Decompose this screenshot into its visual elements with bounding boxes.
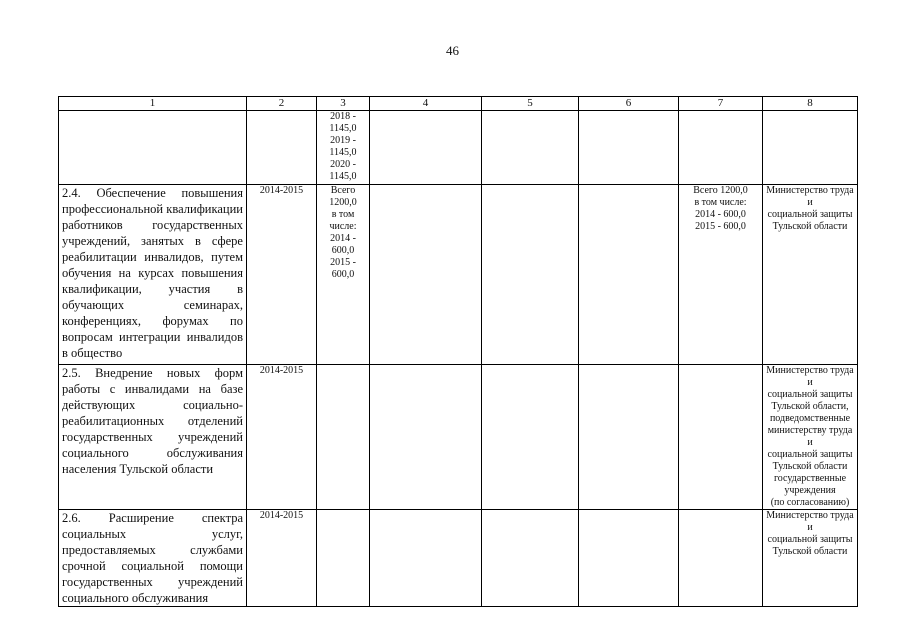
funding-line: 2014 - — [330, 233, 356, 244]
table-cell — [679, 510, 763, 607]
table-cell — [317, 365, 370, 510]
table-cell — [370, 111, 482, 185]
responsible-line: социальной защиты — [767, 534, 853, 545]
funding-line: 1145,0 — [329, 147, 357, 158]
total-line: 2015 - 600,0 — [695, 221, 746, 232]
measures-table — [58, 96, 858, 607]
funding-line: 600,0 — [331, 245, 355, 256]
period-cell: 2014-2015 — [247, 510, 317, 607]
table-cell — [579, 510, 679, 607]
table-cell — [579, 111, 679, 185]
table-cell — [59, 111, 247, 185]
table-cell — [679, 365, 763, 510]
responsible-line: социальной защиты — [767, 389, 853, 400]
responsible-line: государственные — [773, 473, 847, 484]
funding-cell — [317, 111, 370, 185]
table-row-continuation — [59, 111, 858, 185]
funding-line: числе: — [329, 221, 357, 232]
responsible-line: социальной защиты — [767, 449, 853, 460]
table-row-2-5 — [59, 365, 858, 510]
funding-line: 1200,0 — [329, 197, 357, 208]
table-cell — [370, 185, 482, 365]
measure-name: 2.6. Расширение спектра социальных услуг, предоставляемых службами срочной социальной помощи государственных учреждений социального обслуживания — [59, 510, 247, 607]
table-cell — [482, 510, 579, 607]
period-cell: 2014-2015 — [247, 365, 317, 510]
funding-line: 2019 - — [330, 135, 356, 146]
table-header-row — [59, 97, 858, 111]
responsible-line: Тульской области — [772, 221, 848, 232]
column-header: 2 — [247, 97, 317, 111]
table-cell — [482, 185, 579, 365]
responsible-line: Тульской области — [772, 461, 848, 472]
funding-cell — [317, 185, 370, 365]
funding-line: Всего — [330, 185, 356, 196]
table-cell — [482, 111, 579, 185]
column-header: 3 — [317, 97, 370, 111]
table-cell — [763, 111, 858, 185]
responsible-line: министерству труда и — [767, 425, 853, 448]
responsible-line: Тульской области, — [771, 401, 849, 412]
total-line: в том числе: — [694, 197, 747, 208]
table-row-2-4 — [59, 185, 858, 365]
table-cell — [370, 365, 482, 510]
page-number: 46 — [446, 43, 459, 58]
responsible-line: Министерство труда и — [766, 365, 854, 388]
column-header: 1 — [59, 97, 247, 111]
funding-line: в том — [331, 209, 355, 220]
responsible-cell — [763, 365, 858, 510]
responsible-line: Министерство труда и — [766, 510, 854, 533]
responsible-line: Министерство труда и — [766, 185, 854, 208]
total-line: Всего 1200,0 — [693, 185, 748, 196]
funding-line: 2018 - — [330, 111, 356, 122]
responsible-line: подведомственные — [769, 413, 851, 424]
table-cell — [247, 111, 317, 185]
responsible-cell — [763, 510, 858, 607]
table-cell — [579, 185, 679, 365]
period-cell: 2014-2015 — [247, 185, 317, 365]
column-header: 5 — [482, 97, 579, 111]
column-header: 4 — [370, 97, 482, 111]
funding-line: 2015 - — [330, 257, 356, 268]
column-header: 8 — [763, 97, 858, 111]
total-line: 2014 - 600,0 — [695, 209, 746, 220]
measure-name: 2.4. Обеспечение повышения профессиональной квалификации работников государственных учреждений, занятых в сфере реабилитации инвалидов, путем обучения на курсах повышения квалификации, участия в обучающих семинарах, конференциях, форумах по вопросам интеграции инвалидов в общество — [59, 185, 247, 365]
funding-line: 1145,0 — [329, 171, 357, 182]
responsible-cell — [763, 185, 858, 365]
responsible-line: социальной защиты — [767, 209, 853, 220]
responsible-line: учреждения — [784, 485, 836, 496]
table-cell — [370, 510, 482, 607]
table-cell — [317, 510, 370, 607]
table-row-2-6 — [59, 510, 858, 607]
column-header: 7 — [679, 97, 763, 111]
responsible-line: Тульской области — [772, 546, 848, 557]
column-header: 6 — [579, 97, 679, 111]
total-cell — [679, 185, 763, 365]
funding-line: 1145,0 — [329, 123, 357, 134]
table-cell — [482, 365, 579, 510]
responsible-line: (по согласованию) — [770, 497, 850, 508]
funding-line: 2020 - — [330, 159, 356, 170]
funding-line: 600,0 — [331, 269, 355, 280]
table-cell — [679, 111, 763, 185]
measure-name: 2.5. Внедрение новых форм работы с инвалидами на базе действующих социально-реабилитационных отделений государственных учреждений социального обслуживания населения Тульской области — [59, 365, 247, 510]
table-cell — [579, 365, 679, 510]
